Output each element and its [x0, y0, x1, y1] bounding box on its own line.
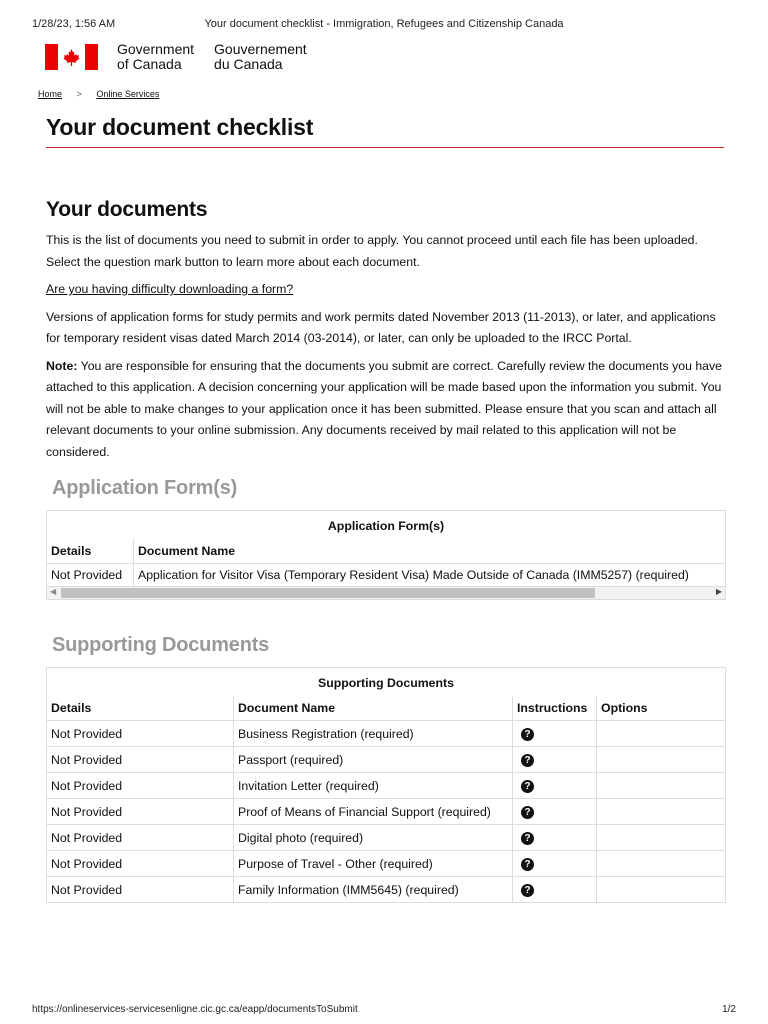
column-header-document-name: Document Name [138, 544, 236, 558]
row-details: Not Provided [47, 799, 234, 825]
row-options [597, 747, 726, 773]
row-details: Not Provided [47, 851, 234, 877]
row-options [597, 773, 726, 799]
question-help-icon[interactable]: ? [521, 806, 534, 819]
question-help-icon[interactable]: ? [521, 728, 534, 741]
row-options [597, 825, 726, 851]
print-doc-title: Your document checklist - Immigration, Refugees and Citizenship Canada [204, 18, 564, 30]
column-header-document-name: Document Name [234, 696, 513, 721]
column-header-options: Options [601, 701, 648, 715]
table-row [47, 799, 725, 825]
row-document-name: Invitation Letter (required) [234, 773, 513, 799]
question-help-icon[interactable]: ? [521, 754, 534, 767]
note-paragraph [46, 356, 726, 464]
breadcrumb [38, 89, 159, 99]
table-row [47, 825, 725, 851]
row-details: Not Provided [47, 825, 234, 851]
table-row [47, 877, 725, 903]
table-row [47, 747, 725, 773]
page-title: Your document checklist [46, 114, 724, 148]
application-forms-caption: Application Form(s) [327, 519, 445, 533]
note-text: You are responsible for ensuring that the documents you submit are correct. Carefully review the documents you have attached to this application. A decision concerning your application will be made based upon the information you submit. You will not be able to make changes to your application once it has been submitted. Please ensure that you scan and attach all relevant documents to your online submission. Any documents received by mail related to this application will not be considered. [46, 358, 722, 459]
table-row [47, 773, 725, 799]
canada-flag-icon [45, 44, 98, 70]
signature-french: Gouvernement du Canada [214, 41, 307, 72]
supporting-documents-caption: Supporting Documents [318, 676, 454, 690]
breadcrumb-online-services-link[interactable]: Online Services [96, 89, 160, 99]
column-header-instructions: Instructions [513, 696, 597, 721]
application-forms-table[interactable] [46, 510, 726, 586]
row-details: Not Provided [47, 747, 234, 773]
row-options [597, 877, 726, 903]
scrollbar-thumb[interactable] [61, 588, 595, 598]
note-label: Note: [46, 358, 78, 373]
row-details: Not Provided [47, 721, 234, 747]
row-document-name: Family Information (IMM5645) (required) [234, 877, 513, 903]
print-header [32, 18, 736, 32]
question-help-icon[interactable]: ? [521, 832, 534, 845]
application-forms-heading: Application Form(s) [52, 477, 238, 499]
your-documents-heading: Your documents [46, 198, 208, 221]
question-help-icon[interactable]: ? [521, 858, 534, 871]
column-header-details: Details [47, 696, 234, 721]
horizontal-scrollbar[interactable] [46, 586, 726, 600]
row-options [597, 799, 726, 825]
scroll-right-icon[interactable]: ▶ [715, 587, 722, 596]
breadcrumb-separator: > [76, 89, 82, 99]
question-help-icon[interactable]: ? [521, 884, 534, 897]
intro-paragraph: This is the list of documents you need to submit in order to apply. You cannot proceed until each file has been uploaded. Select the question mark button to learn more about each document. [46, 233, 698, 269]
table-row [47, 851, 725, 877]
supporting-documents-table [46, 667, 726, 903]
row-options [597, 851, 726, 877]
table-row [47, 721, 725, 747]
row-details: Not Provided [47, 564, 134, 587]
row-document-name: Passport (required) [234, 747, 513, 773]
row-document-name: Application for Visitor Visa (Temporary Resident Visa) Made Outside of Canada (IMM5257) (required) [134, 564, 726, 587]
signature-english: Government of Canada [117, 41, 195, 72]
maple-leaf-icon [62, 48, 81, 67]
main-content [46, 198, 726, 903]
print-datetime: 1/28/23, 1:56 AM [32, 18, 116, 30]
row-document-name: Digital photo (required) [234, 825, 513, 851]
supporting-documents-heading: Supporting Documents [52, 634, 270, 656]
row-document-name: Proof of Means of Financial Support (required) [234, 799, 513, 825]
row-document-name: Purpose of Travel - Other (required) [234, 851, 513, 877]
question-help-icon[interactable]: ? [521, 780, 534, 793]
row-document-name: Business Registration (required) [234, 721, 513, 747]
column-header-details: Details [47, 539, 134, 564]
versions-paragraph: Versions of application forms for study permits and work permits dated November 2013 (11-2013), or later, and applications for temporary resident visas dated March 2014 (03-2014), or later, can only be uploaded to the IRCC Portal. [46, 309, 716, 345]
row-details: Not Provided [47, 877, 234, 903]
difficulty-downloading-link[interactable]: Are you having difficulty downloading a form? [46, 282, 294, 296]
government-signature[interactable] [45, 42, 307, 72]
row-details: Not Provided [47, 773, 234, 799]
print-page-number: 1/2 [722, 1004, 736, 1015]
scroll-left-icon[interactable]: ◀ [50, 587, 57, 596]
table-row [47, 564, 725, 587]
print-url: https://onlineservices-servicesenligne.cic.gc.ca/eapp/documentsToSubmit [32, 1004, 358, 1015]
row-options [597, 721, 726, 747]
breadcrumb-home-link[interactable]: Home [38, 89, 63, 99]
